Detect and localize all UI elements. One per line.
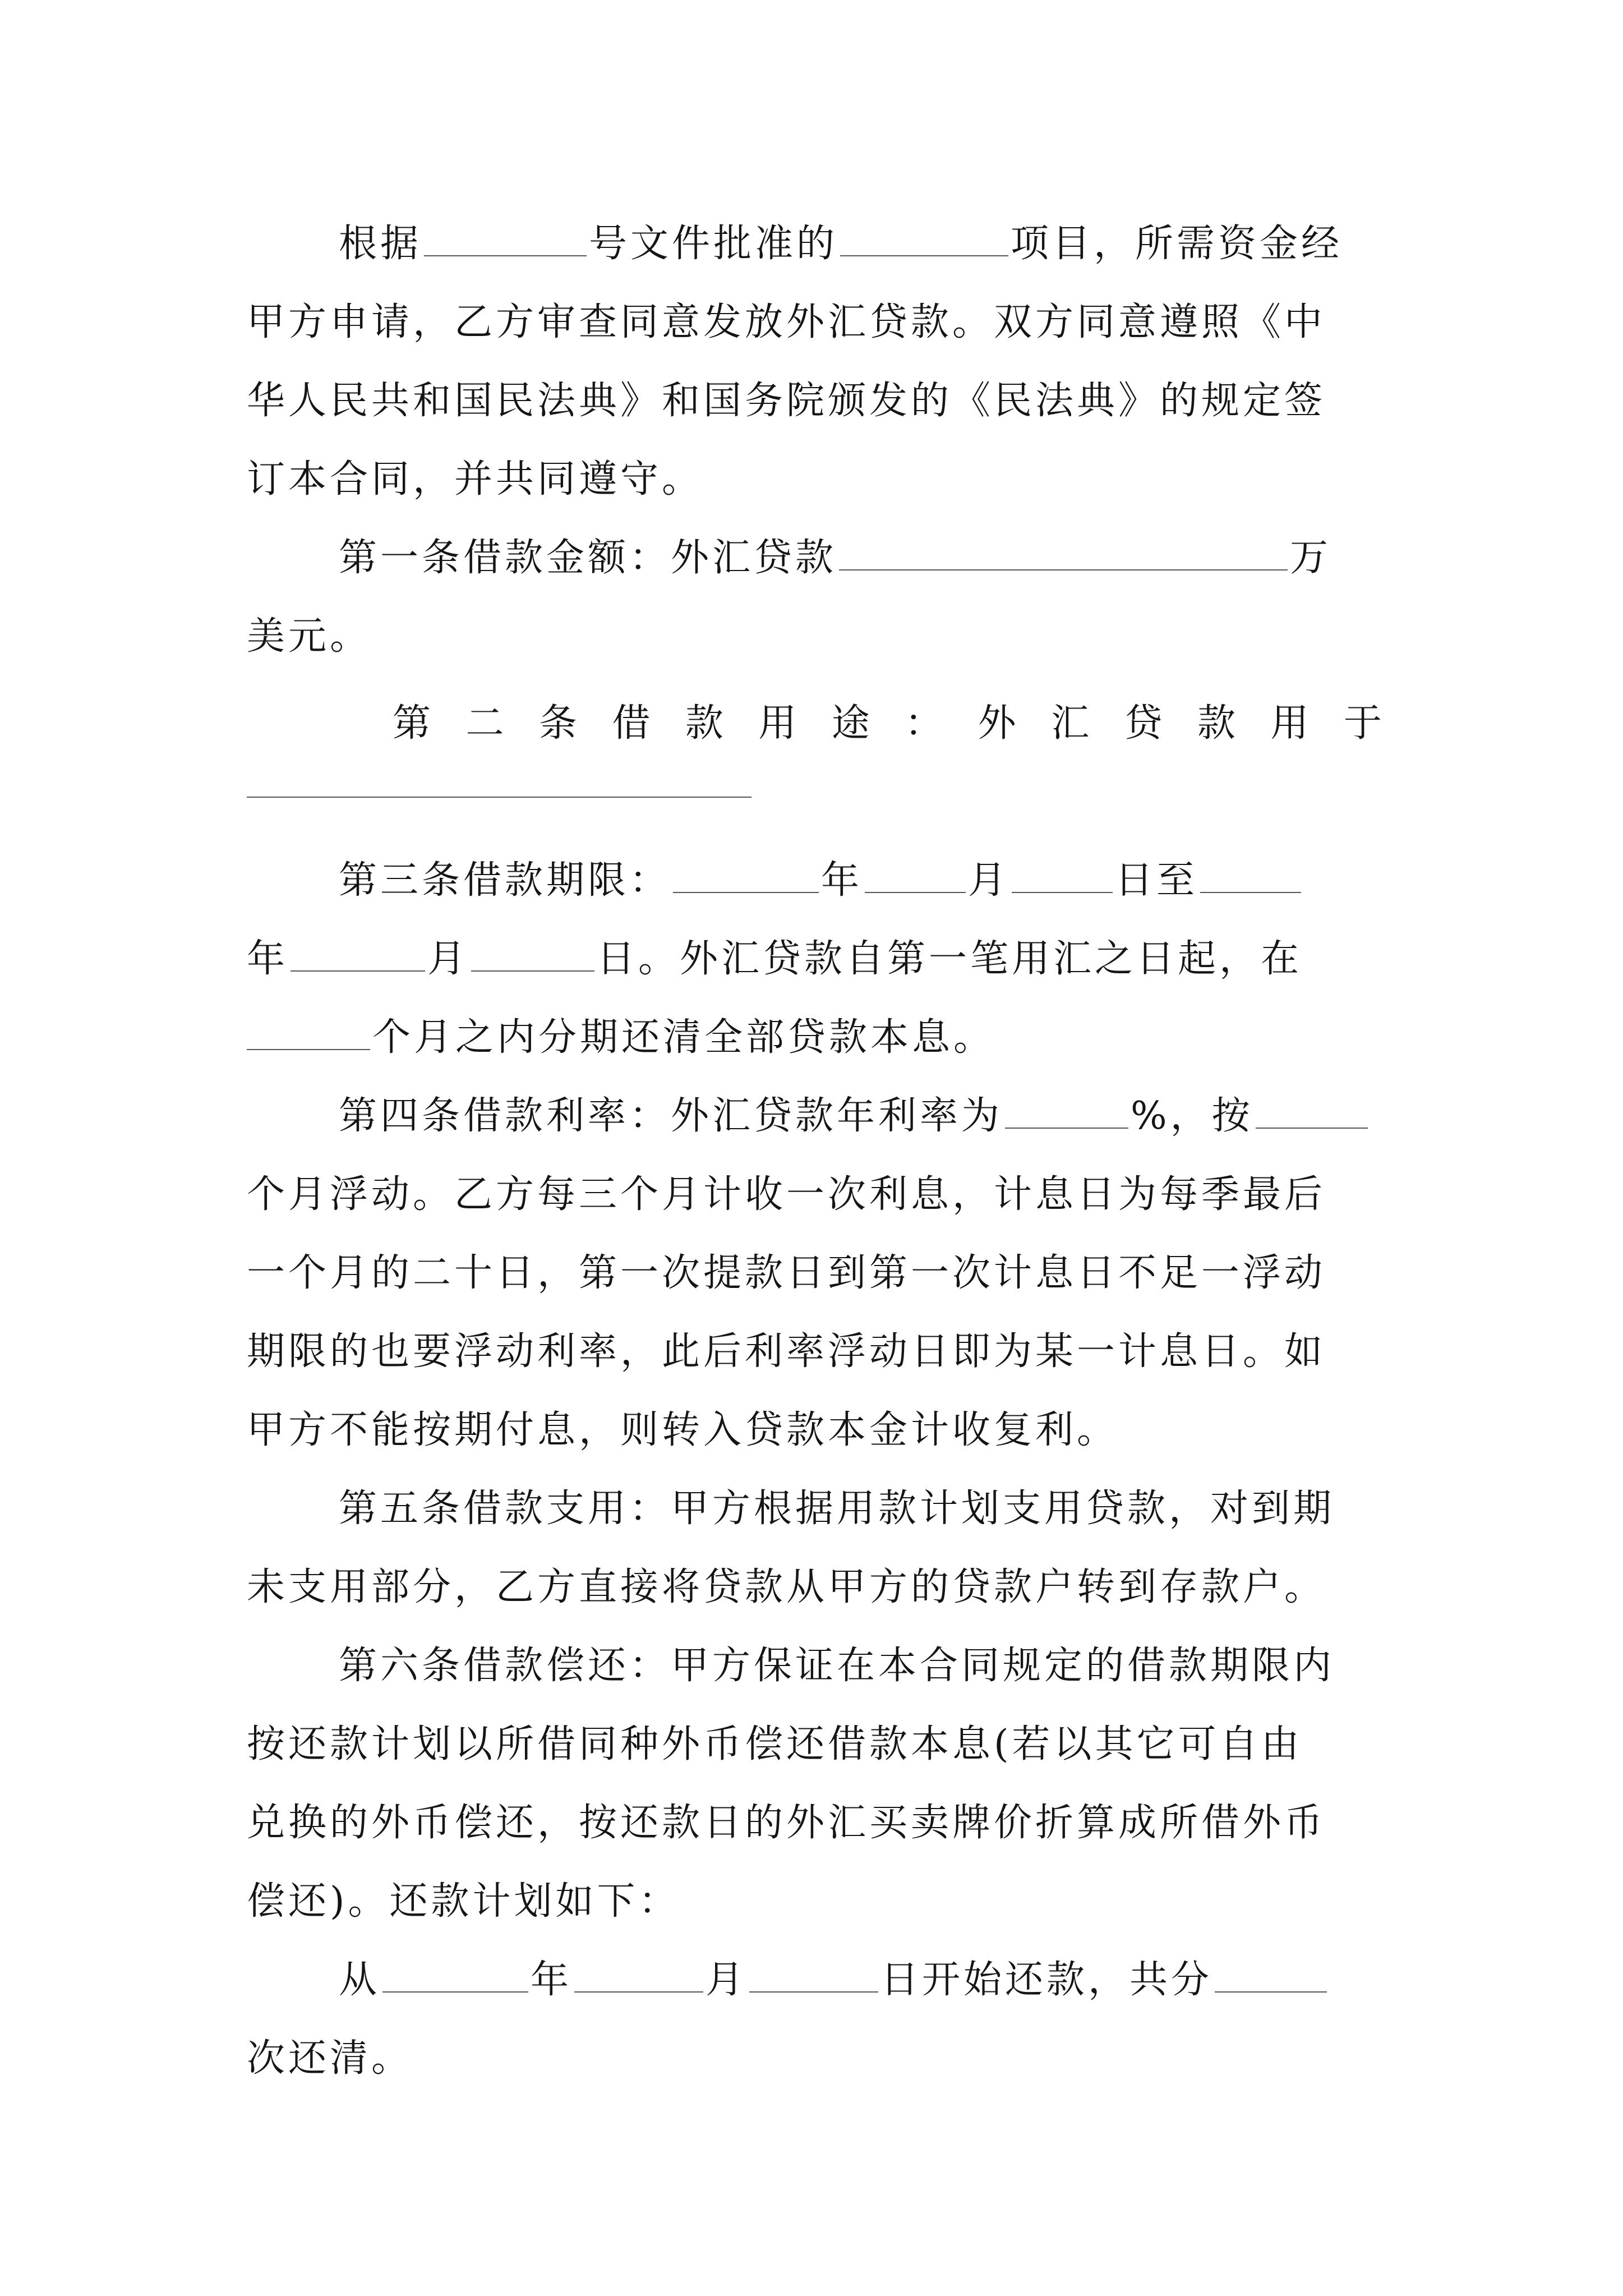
article-4-line-4: 期限的也要浮动利率，此后利率浮动日即为某一计息日。如	[247, 1329, 1326, 1374]
article-2-char: 用	[758, 701, 800, 746]
article-2-char: 款	[685, 701, 727, 746]
text: 第三条借款期限：	[339, 858, 671, 903]
article-4-line-2: 个月浮动。乙方每三个月计收一次利息，计息日为每季最后	[247, 1172, 1326, 1217]
text: 号文件批准的	[589, 222, 838, 266]
blank-field-repay-day[interactable]	[749, 1945, 878, 1993]
text: %，按	[1131, 1094, 1253, 1138]
text: 第四条借款利率：外汇贷款年利率为	[339, 1094, 1003, 1138]
text: 年	[247, 937, 289, 981]
text: 日至	[1115, 858, 1198, 903]
article-6-line-2: 按还款计划以所借同种外币偿还借款本息(若以其它可自由	[247, 1722, 1303, 1766]
article-6-line: 第六条借款偿还：甲方保证在本合同规定的借款期限内	[339, 1644, 1335, 1688]
article-2-char: 款	[1197, 701, 1239, 746]
article-4-line	[339, 1077, 1385, 1156]
text: 年	[821, 858, 863, 903]
paragraph-line-3: 华人民共和国民法典》和国务院颁发的《民法典》的规定签	[247, 379, 1326, 423]
blank-field-end-year[interactable]	[1200, 846, 1301, 893]
blank-field-float-months[interactable]	[1256, 1082, 1368, 1129]
article-1-line	[339, 519, 1385, 597]
text: 从	[339, 1958, 381, 2002]
text: 个月之内分期还清全部贷款本息。	[372, 1015, 995, 1060]
text: 月	[968, 858, 1010, 903]
blank-field-repay-year[interactable]	[382, 1945, 528, 1993]
article-5-line: 第五条借款支用：甲方根据用款计划支用贷款，对到期	[339, 1487, 1335, 1531]
paragraph-line-2: 甲方申请，乙方审查同意发放外汇贷款。双方同意遵照《中	[247, 300, 1326, 344]
text: 第一条借款金额：外汇贷款	[339, 536, 837, 580]
blank-field-loan-amount[interactable]	[839, 523, 1288, 570]
text: 项目，所需资金经	[1011, 222, 1343, 266]
article-3-line-2	[247, 920, 1385, 999]
paragraph-line-4: 订本合同，并共同遵守。	[247, 457, 704, 501]
blank-field-end-day[interactable]	[471, 924, 594, 972]
text: 日开始还款，共分	[880, 1958, 1213, 2002]
blank-field-project[interactable]	[840, 209, 1008, 256]
article-1-line-2: 美元。	[247, 614, 372, 659]
blank-field-start-month[interactable]	[865, 846, 966, 893]
article-5-line-2: 未支用部分，乙方直接将贷款从甲方的贷款户转到存款户。	[247, 1565, 1326, 1609]
article-2-char: 贷	[1124, 701, 1166, 746]
blank-field-start-day[interactable]	[1012, 846, 1113, 893]
blank-field-end-month[interactable]	[291, 924, 425, 972]
text: 日。外汇贷款自第一笔用汇之日起，在	[597, 937, 1303, 981]
article-2-char: 途	[831, 701, 873, 746]
blank-field-interest-rate[interactable]	[1005, 1082, 1128, 1129]
article-4-line-3: 一个月的二十日，第一次提款日到第一次计息日不足一浮动	[247, 1251, 1326, 1295]
article-2-char: 二	[465, 701, 508, 746]
article-2-char: 第	[393, 701, 435, 746]
blank-field-doc-number[interactable]	[424, 209, 587, 256]
blank-field-installments[interactable]	[1215, 1945, 1327, 1993]
paragraph-line-1	[339, 205, 1385, 283]
repayment-line-2: 次还清。	[247, 2036, 413, 2081]
text: 月	[427, 937, 469, 981]
article-6-line-4: 偿还)。还款计划如下：	[247, 1879, 680, 1924]
article-6-line-3: 兑换的外币偿还，按还款日的外汇买卖牌价折算成所借外币	[247, 1801, 1326, 1845]
article-2-char: 外	[978, 701, 1020, 746]
blank-field-loan-purpose[interactable]	[247, 797, 751, 798]
text: 根据	[339, 222, 422, 266]
repayment-line	[339, 1941, 1385, 2019]
article-2-char: ：	[905, 701, 947, 746]
article-2-char: 汇	[1051, 701, 1093, 746]
text: 年	[531, 1958, 573, 2002]
blank-field-months[interactable]	[247, 1003, 370, 1050]
blank-field-start-year[interactable]	[673, 846, 819, 893]
article-2-char: 于	[1343, 701, 1385, 746]
blank-field-repay-month[interactable]	[574, 1945, 703, 1993]
article-2-char: 用	[1270, 701, 1312, 746]
text: 万	[1290, 536, 1332, 580]
article-2-char: 借	[612, 701, 654, 746]
article-2-char: 条	[538, 701, 580, 746]
article-3-line	[339, 841, 1385, 920]
article-3-line-3	[247, 999, 1385, 1077]
text: 月	[706, 1958, 748, 2002]
article-2-line	[393, 684, 1385, 763]
article-4-line-5: 甲方不能按期付息，则转入贷款本金计收复利。	[247, 1408, 1119, 1452]
